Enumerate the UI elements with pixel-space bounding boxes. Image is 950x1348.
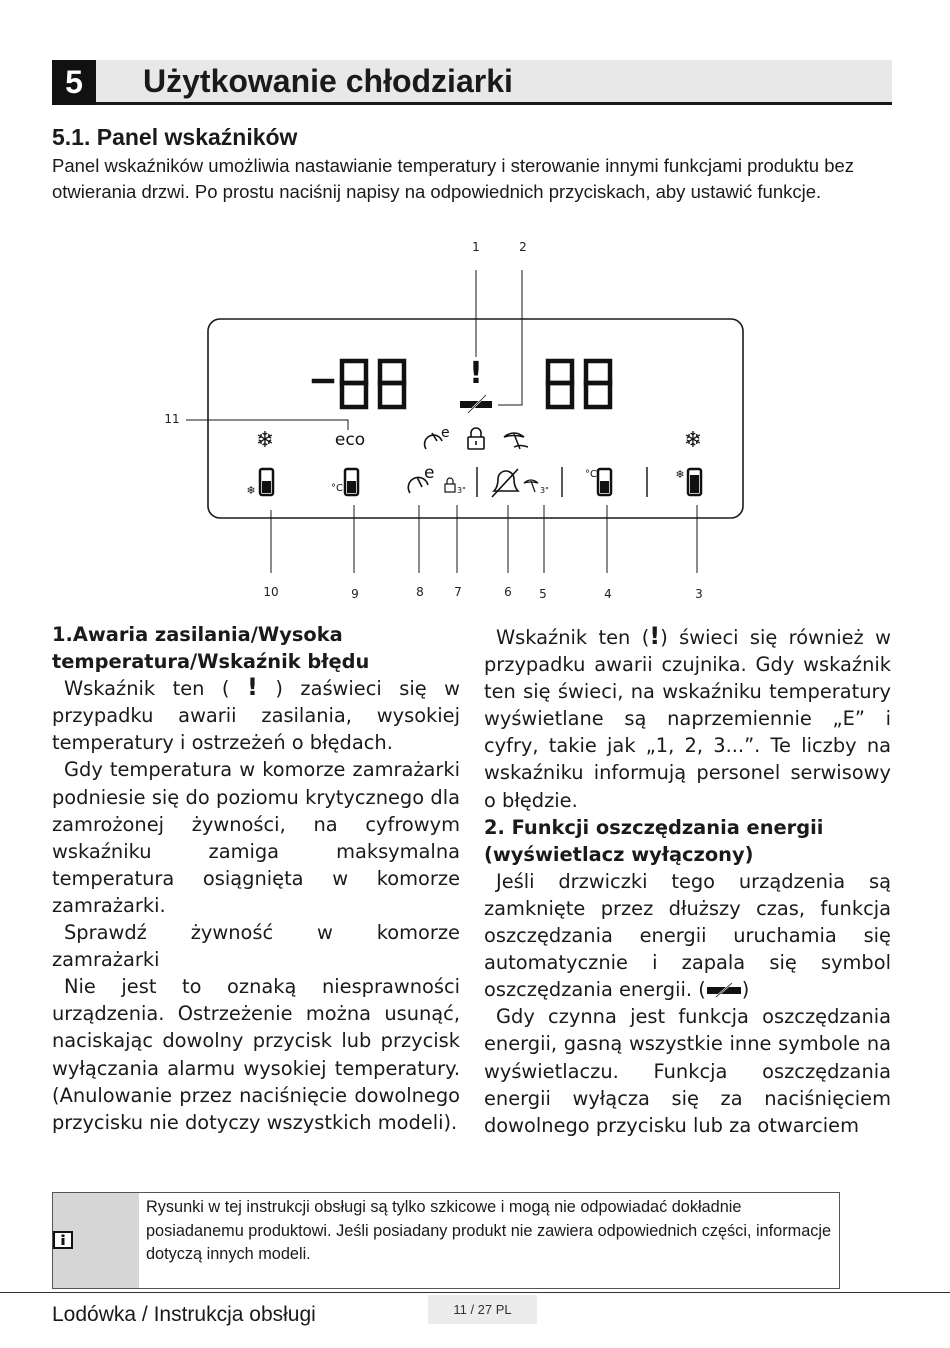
info-icon [53,1231,73,1249]
alarm-off-button-icon [492,469,518,497]
snowflake-right-icon: ❄ [683,428,703,453]
svg-text:3": 3" [457,486,466,495]
info-note-text: Rysunki w tej instrukcji obsługi są tylko szkicowe i mogą nie odpowiadać dokładnie posiadanemu produktowi. Jeśli posiadany produkt nie zawiera odpowiednich części, informacje dotyczą innych modeli. [146,1198,832,1264]
paragraph-high-temp: Gdy temperatura w komorze zamrażarki podniesie się do poziomu krytycznego dla zamrożonej żywności, na cyfrowym wskaźniku zamiga maksymalna temperatura osiągnięta w komorze zamrażarki. [52,758,460,917]
freezer-button-icon [246,469,273,497]
paragraph-sensor-failure: Wskaźnik ten (!) świeci się również w przypadku awarii czujnika. Gdy wskaźnik ten się świeci, na wskaźniku temperatury wyświetlane są naprzemiennie „E” i cyfry, takie jak „1, 2, 3...”. Te liczby na wskaźniku informują personel serwisowy o błędzie. [484,622,891,812]
callout-number-6: 6 [504,585,512,599]
callout-number-8: 8 [416,585,424,599]
callout-number-5: 5 [539,587,547,601]
svg-text:❄: ❄ [675,468,685,481]
alert-symbol-inline: ! [246,673,258,702]
section-intro: Panel wskaźników umożliwia nastawianie temperatury i sterowanie innymi funkcjami produktu bez otwierania drzwi. Po prostu naciśnij napisy na odpowiednich przyciskach, aby ustawić funkcje. [52,155,855,202]
paragraph-alert-indicator: Wskaźnik ten ( ! ) zaświeci się w przypadku awarii zasilania, wysokiej temperatury i ostrzeżeń o błędach. [52,673,461,755]
beach-3s-button-icon [524,480,549,495]
callout-line-2 [498,270,522,405]
svg-text:3": 3" [540,486,549,495]
fridge-temp-display [548,361,610,407]
paragraph-energy-saving-off: Gdy czynna jest funkcja oszczędzania energii, gasną wszystkie inne symbole na wyświetlaczu. Funkcja oszczędzania energii wyłącza się za naciśnięciem dowolnego przycisku lub za otwarciem [484,1005,891,1137]
callout-number-9: 9 [351,587,359,601]
callout-number-10: 10 [263,585,279,599]
vacation-button-e-label: e [424,463,435,483]
info-note-box [52,1192,840,1289]
freezer-temp-display [314,361,404,407]
paragraph-energy-saving: Jeśli drzwiczki tego urządzenia są zamknięte przez dłuższy czas, funkcja oszczędzania energii uruchamia się automatycznie i zapala się symbol oszczędzania energii. ( ) [484,869,891,1002]
vacation-e-label: e [441,425,450,441]
eco-label: eco [334,430,366,450]
callout-number-1: 1 [472,240,480,254]
svg-text:°C: °C [331,483,343,494]
lock-3s-button-icon [445,478,466,495]
info-note-sidebar [53,1193,139,1288]
svg-text:°C: °C [585,469,597,480]
alert-icon: ! [469,356,483,391]
chapter-number: 5 [52,60,96,105]
fridge-temp-button-icon [585,469,611,495]
footer-page-number: 11 / 27 PL [428,1295,537,1324]
paragraph-check-food: Sprawdź żywność w komorze zamrażarki [52,921,460,972]
indicator-panel-diagram [0,225,950,610]
chapter-title: Użytkowanie chłodziarki [143,63,513,99]
footer-divider [0,1292,950,1293]
snowflake-icon: ❄ [255,428,275,453]
energy-saving-icon [460,395,492,413]
left-text-column [52,621,460,1136]
fridge-button-icon [331,469,358,495]
section-title: 5.1. Panel wskaźników [52,124,298,150]
svg-text:❄: ❄ [246,484,256,497]
freezer-temp-button-icon [675,468,701,495]
vacation-icon [425,433,442,449]
callout-number-4: 4 [604,587,612,601]
heading-energy-saving: 2. Funkcji oszczędzania energii (wyświetlacz wyłączony) [484,815,824,866]
callout-number-7: 7 [454,585,462,599]
callout-number-3: 3 [695,587,703,601]
heading-power-failure: 1.Awaria zasilania/Wysoka temperatura/Wskaźnik błędu [52,623,370,674]
callout-number-11: 11 [164,412,180,426]
lock-icon [468,428,484,449]
right-text-column [484,624,891,1139]
alert-symbol-inline-2: ! [649,622,661,650]
beach-icon [504,433,528,449]
callout-number-2: 2 [519,240,527,254]
paragraph-not-malfunction: Nie jest to oznaką niesprawności urządzenia. Ostrzeżenie można usunąć, naciskając dowolny przycisk lub przycisk wyłączania alarmu wysokiej temperatury. (Anulowanie przez naciśnięcie dowolnego przycisku nie dotyczy wszystkich modeli). [52,975,460,1134]
energy-saving-inline-icon [706,983,742,997]
footer-doc-title: Lodówka / Instrukcja obsługi [52,1303,316,1326]
